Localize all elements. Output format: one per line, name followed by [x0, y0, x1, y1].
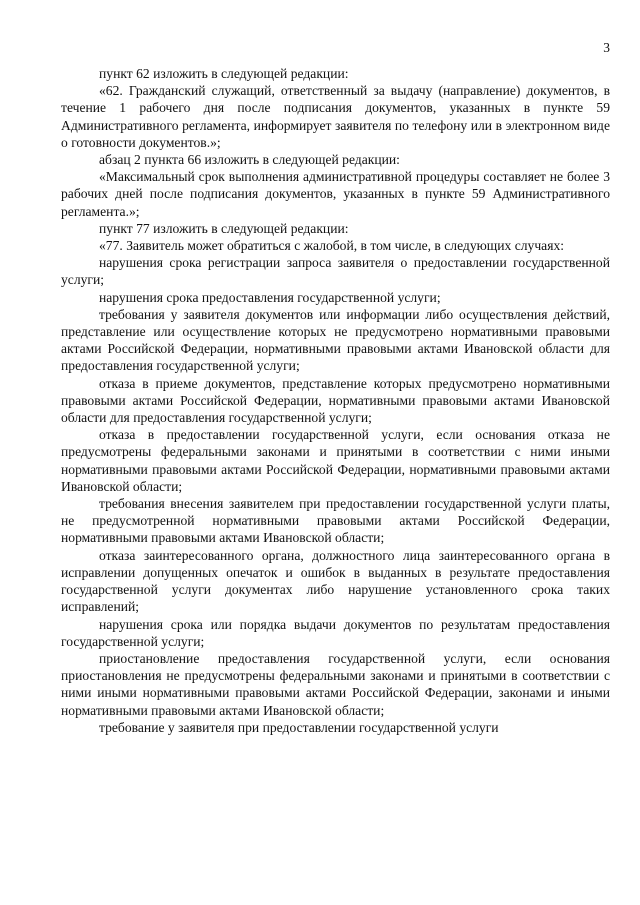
- paragraph: нарушения срока или порядка выдачи документов по результатам предоставления государственной услуги;: [61, 616, 610, 649]
- paragraph: пункт 77 изложить в следующей редакции:: [99, 220, 349, 236]
- paragraph: пункт 62 изложить в следующей редакции:: [99, 66, 349, 81]
- document-body: [61, 65, 610, 736]
- paragraph: отказа заинтересованного органа, должностного лица заинтересованного органа в исправлении допущенных опечаток и ошибок в выданных в результате предоставления государственной услуги документах либо нарушение установленного срока таких исправлений;: [61, 547, 610, 615]
- paragraph: нарушения срока регистрации запроса заявителя о предоставлении государственной услуги;: [61, 255, 610, 288]
- paragraph: требование у заявителя при предоставлении государственной услуги: [99, 719, 499, 735]
- paragraph: «77. Заявитель может обратиться с жалобой, в том числе, в следующих случаях:: [99, 238, 565, 254]
- paragraph: нарушения срока предоставления государственной услуги;: [99, 289, 441, 305]
- paragraph: «62. Гражданский служащий, ответственный за выдачу (направление) документов, в течение 1 рабочего дня после подписания документов, указанных в пункте 59 Административного регламента, информирует заявителя по телефону или в электронном виде о готовности документов.»;: [61, 83, 610, 150]
- paragraph: отказа в предоставлении государственной услуги, если основания отказа не предусмотрены федеральными законами и принятыми в соответствии с ними иными нормативными правовыми актами Российской Федерации, нормативными правовыми актами Ивановской области;: [61, 427, 610, 494]
- paragraph: абзац 2 пункта 66 изложить в следующей редакции:: [99, 152, 400, 168]
- paragraph: «Максимальный срок выполнения административной процедуры составляет не более 3 рабочих дней после подписания документов, указанных в пункте 59 Административного регламента.»;: [61, 169, 610, 219]
- paragraph: требования внесения заявителем при предоставлении государственной услуги платы, не предусмотренной нормативными правовыми актами Российской Федерации, нормативными правовыми актами Ивановской области;: [61, 496, 610, 546]
- paragraph: требования у заявителя документов или информации либо осуществления действий, представление или осуществление которых не предусмотрено нормативными правовыми актами Российской Федерации, нормативными правовыми актами Ивановской области для предоставления государственной услуги;: [61, 306, 610, 374]
- paragraph: приостановление предоставления государственной услуги, если основания приостановления не предусмотрены федеральными законами и принятыми в соответствии с ними иными нормативными правовыми актами Российской Федерации, законами и иными нормативными правовыми актами Ивановской области;: [61, 650, 610, 718]
- paragraph: отказа в приеме документов, представление которых предусмотрено нормативными правовыми актами Российской Федерации, нормативными правовыми актами Ивановской области для предоставления государственной услуги;: [61, 375, 610, 426]
- page-number: 3: [603, 40, 610, 55]
